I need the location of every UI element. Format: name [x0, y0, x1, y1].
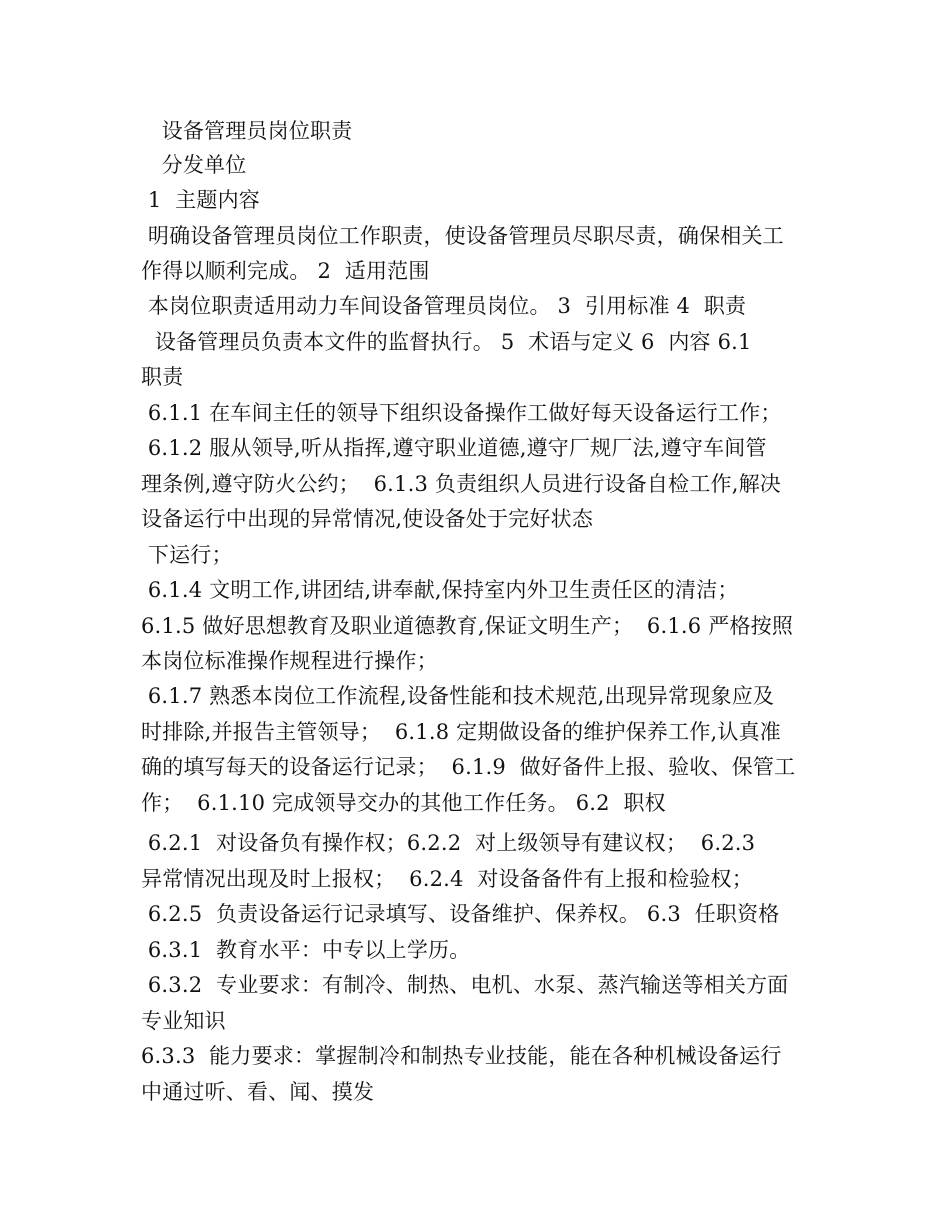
document-line: 下运行； [141, 543, 233, 567]
document-line: 理条例,遵守防火公约； 6.1.3 负责组织人员进行设备自检工作,解决 [141, 472, 782, 496]
document-line: 6.2.5 负责设备运行记录填写、设备维护、保养权。 6.3 任职资格 [141, 902, 780, 926]
document-line: 异常情况出现及时上报权； 6.2.4 对设备备件有上报和检验权； [141, 867, 753, 891]
document-line: 时排除,并报告主管领导； 6.1.8 定期做设备的维护保养工作,认真准 [141, 720, 782, 744]
document-title: 设备管理员岗位职责 [141, 119, 353, 143]
document-line: 中通过听、看、闻、摸发 [141, 1080, 375, 1104]
document-line: 明确设备管理员岗位工作职责，使设备管理员尽职尽责，确保相关工 [141, 224, 784, 248]
document-line: 6.1.2 服从领导,听从指挥,遵守职业道德,遵守厂规厂法,遵守车间管 [141, 436, 767, 460]
section-heading: 1 主题内容 [141, 188, 260, 212]
document-line: 设备运行中出现的异常情况,使设备处于完好状态 [141, 507, 594, 531]
document-line: 专业知识 [141, 1009, 226, 1033]
document-line: 6.1.5 做好思想教育及职业道德教育,保证文明生产； 6.1.6 严格按照 [141, 614, 794, 638]
document-line: 6.2.1 对设备负有操作权；6.2.2 对上级领导有建议权； 6.2.3 [141, 831, 756, 855]
document-line: 本岗位标准操作规程进行操作； [141, 649, 438, 673]
document-line: 6.3.1 教育水平：中专以上学历。 [141, 938, 471, 962]
document-line: 设备管理员负责本文件的监督执行。 5 术语与定义 6 内容 6.1 [141, 330, 752, 354]
document-line: 6.1.4 文明工作,讲团结,讲奉献,保持室内外卫生责任区的清洁； [141, 578, 739, 602]
document-line: 6.3.2 专业要求：有制冷、制热、电机、水泵、蒸汽输送等相关方面 [141, 973, 789, 997]
document-line: 6.3.3 能力要求：掌握制冷和制热专业技能，能在各种机械设备运行 [141, 1044, 782, 1068]
document-line: 作得以顺利完成。 2 适用范围 [141, 259, 430, 283]
document-line: 本岗位职责适用动力车间设备管理员岗位。 3 引用标准 4 职责 [141, 294, 747, 318]
document-line: 确的填写每天的设备运行记录； 6.1.9 做好备件上报、验收、保管工 [141, 755, 796, 779]
document-line: 6.1.1 在车间主任的领导下组织设备操作工做好每天设备运行工作； [141, 401, 782, 425]
document-line: 作； 6.1.10 完成领导交办的其他工作任务。 6.2 职权 [141, 791, 666, 815]
document-line: 职责 [141, 365, 184, 389]
document-line: 分发单位 [141, 153, 247, 177]
document-line: 6.1.7 熟悉本岗位工作流程,设备性能和技术规范,出现异常现象应及 [141, 684, 775, 708]
